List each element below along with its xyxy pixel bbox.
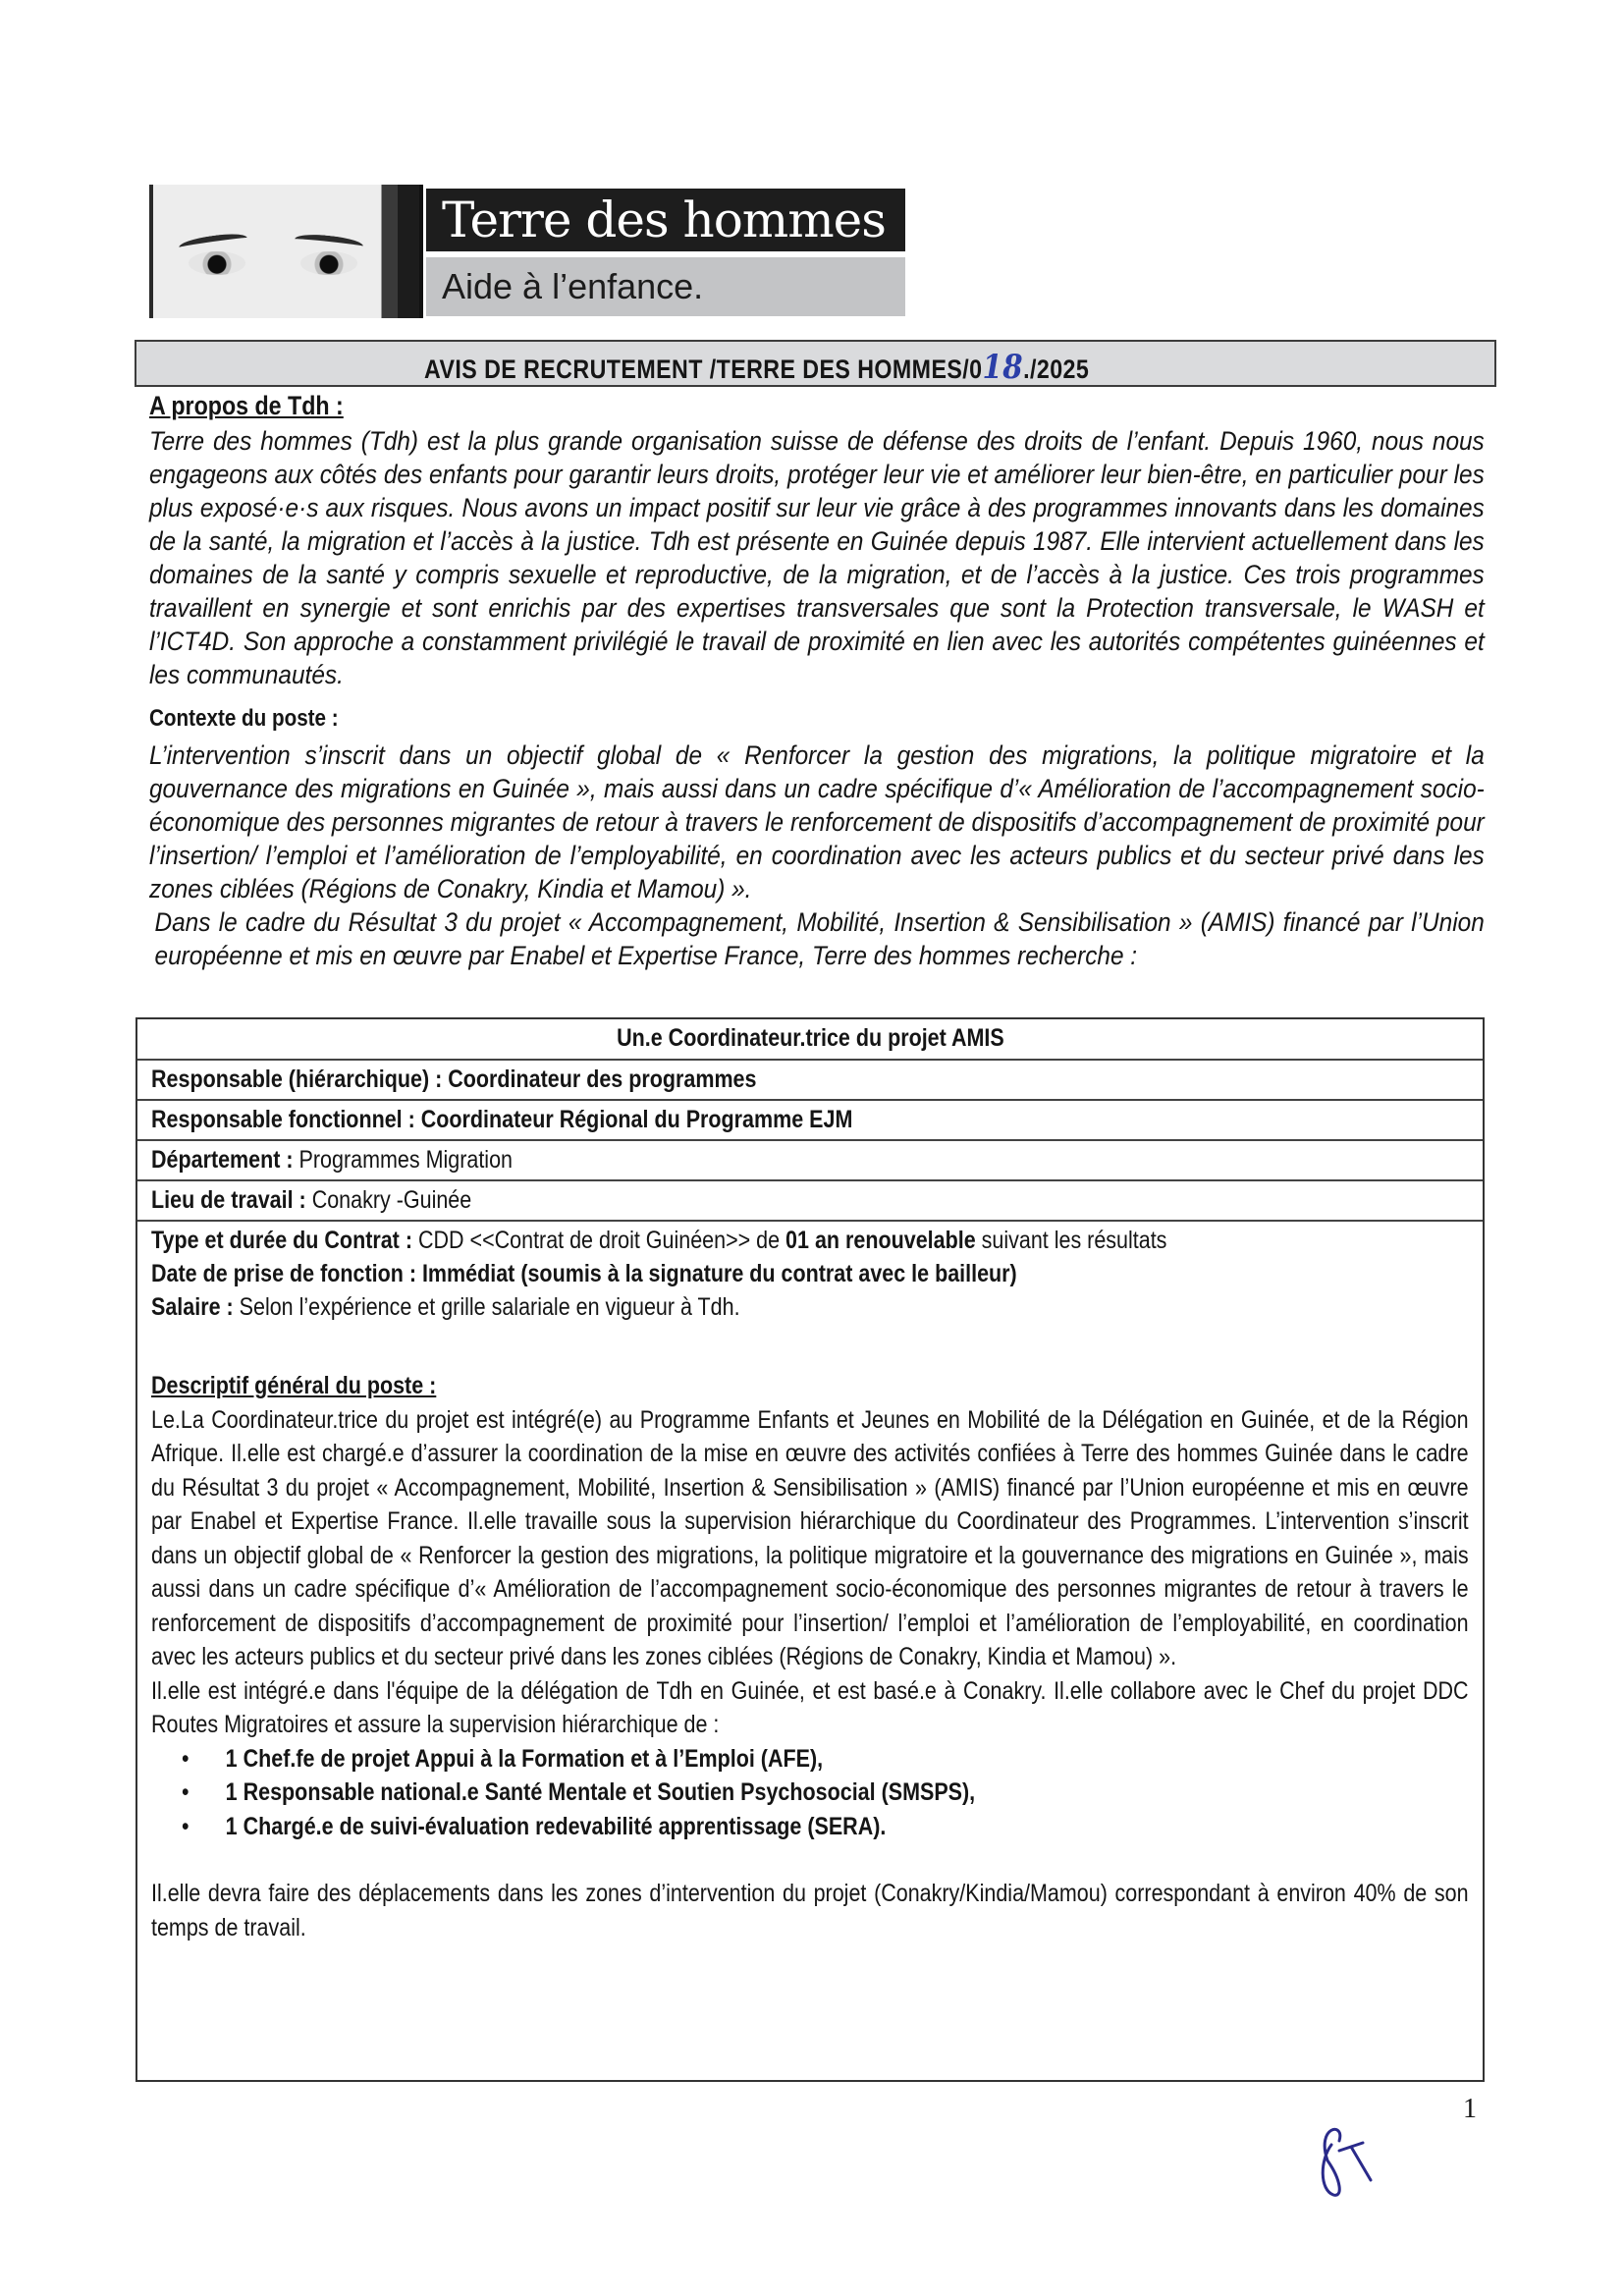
field-value: Programmes Migration	[298, 1146, 513, 1174]
list-item: • 1 Chef.fe de projet Appui à la Formation et à l’Emploi (AFE),	[226, 1742, 1469, 1777]
description-paragraph-3: Il.elle devra faire des déplacements dans les zones d’intervention du projet (Conakry/Kindia/Mamou) correspondant à environ 40% de son temps de travail.	[151, 1880, 1469, 1941]
field-label: Salaire :	[151, 1293, 240, 1321]
row-hierarchical-manager	[137, 1061, 1483, 1101]
about-text	[149, 424, 1485, 691]
logo-title: Terre des hommes	[426, 189, 905, 251]
row-workplace	[137, 1181, 1483, 1222]
job-title: Un.e Coordinateur.trice du projet AMIS	[616, 1024, 1004, 1052]
page-number: 1	[1463, 2094, 1477, 2124]
field-label: Lieu de travail :	[151, 1186, 312, 1214]
child-eyes-photo	[149, 185, 423, 318]
banner-prefix: AVIS DE RECRUTEMENT /TERRE DES HOMMES/0	[424, 355, 983, 384]
eyebrow-shape	[294, 232, 363, 252]
start-date-line	[151, 1259, 1017, 1288]
context-paragraph-2: Dans le cadre du Résultat 3 du projet « Accompagnement, Mobilité, Insertion & Sensibilisation » (AMIS) financé par l’Union européenne et mis en œuvre par Enabel et Expertise France, Terre des hommes recherche :	[154, 907, 1485, 970]
field-label: Type et durée du Contrat :	[151, 1227, 418, 1254]
job-details-box	[135, 1017, 1485, 2082]
list-item: • 1 Chargé.e de suivi-évaluation redevabilité apprentissage (SERA).	[226, 1810, 1469, 1844]
contract-line	[151, 1226, 1166, 1255]
description-paragraph-1: Le.La Coordinateur.trice du projet est intégré(e) au Programme Enfants et Jeunes en Mobilité de la Délégation en Guinée, et de la Région Afrique. Il.elle est chargé.e d’assurer la coordination de la mise en œuvre des activités confiées à Terre des hommes Guinée dans le cadre du Résultat 3 du projet « Accompagnement, Mobilité, Insertion & Sensibilisation » (AMIS) financé par l’Union européenne et mis en œuvre par Enabel et Expertise France. Il.elle travaille sous la supervision hiérarchique du Coordinateur des Programmes. L’intervention s’inscrit dans un objectif global de « Renforcer la gestion des migrations, la politique migratoire et la gouvernance des migrations en Guinée », mais aussi dans un cadre spécifique d’« Amélioration de l’accompagnement socio-économique des personnes migrantes de retour à travers le renforcement de dispositifs d’accompagnement de proximité pour l’insertion/ l’emploi et l’amélioration de l’employabilité, en coordination avec les acteurs publics et du secteur privé dans les zones ciblées (Régions de Conakry, Kindia et Mamou) ».	[151, 1405, 1469, 1670]
field-label: Responsable fonctionnel :	[151, 1106, 421, 1133]
list-item: • 1 Responsable national.e Santé Mentale et Soutien Psychosocial (SMSPS),	[226, 1776, 1469, 1810]
context-paragraph-1: L’intervention s’inscrit dans un objectif global de « Renforcer la gestion des migrations, la politique migratoire et la gouvernance des migrations en Guinée », mais aussi dans un cadre spécifique d’« Amélioration de l’accompagnement socio-économique des personnes migrantes de retour à travers le renforcement de dispositifs d’accompagnement de proximité pour l’insertion/ l’emploi et l’amélioration de l’employabilité, en coordination avec les acteurs publics et du secteur privé dans les zones ciblées (Régions de Conakry, Kindia et Mamou) ».	[149, 740, 1485, 903]
job-title-row	[137, 1019, 1483, 1061]
description-heading: Descriptif général du poste :	[151, 1372, 437, 1399]
context-text	[149, 738, 1485, 972]
eye-shape	[189, 251, 245, 275]
field-value: Coordinateur des programmes	[448, 1066, 757, 1093]
salary-line	[151, 1292, 740, 1322]
field-label: Responsable (hiérarchique) :	[151, 1066, 449, 1093]
about-paragraph: Terre des hommes (Tdh) est la plus grande organisation suisse de défense des droits de l’enfant. Depuis 1960, nous nous engageons aux côtés des enfants pour garantir leurs droits, protéger leur vie et améliorer leur bien-être, en particulier pour les plus exposé·e·s aux risques. Nous avons un impact positif sur leur vie grâce à des programmes innovants dans les domaines de la santé, la migration et l’accès à la justice. Tdh est présente en Guinée depuis 1987. Elle intervient actuellement dans les domaines de la santé y compris sexuelle et reproductive, de la migration, et de l’accès à la justice. Ces trois programmes travaillent en synergie et sont enrichis par des expertises transversales que sont la Protection transversale, le WASH et l’ICT4D. Son approche a constamment privilégié le travail de proximité en lien avec les autorités compétentes guinéennes et les communautés.	[149, 426, 1485, 689]
row-department	[137, 1141, 1483, 1181]
field-value: CDD <<Contrat de droit Guinéen>> de	[417, 1227, 786, 1254]
context-heading: Contexte du poste :	[149, 705, 339, 732]
about-heading: A propos de Tdh :	[149, 391, 344, 420]
field-label: Date de prise de fonction :	[151, 1260, 422, 1287]
tdh-logo	[149, 185, 911, 318]
description-paragraph-2: Il.elle est intégré.e dans l'équipe de la délégation de Tdh en Guinée, et est basé.e à Conakry. Il.elle collabore avec le Chef du projet DDC Routes Migratoires et assure la supervision hiérarchique de :	[151, 1676, 1469, 1738]
supervised-staff-list	[151, 1742, 1469, 1844]
field-label: Département :	[151, 1146, 299, 1174]
banner-title	[424, 348, 1089, 387]
banner-suffix: ./2025	[1023, 355, 1090, 384]
field-value-bold: 01 an renouvelable	[785, 1227, 976, 1254]
field-value: Immédiat (soumis à la signature du contrat avec le bailleur)	[421, 1260, 1017, 1287]
field-value: suivant les résultats	[975, 1227, 1167, 1254]
job-description	[151, 1369, 1469, 1944]
logo-subtitle: Aide à l’enfance.	[426, 257, 905, 316]
field-value: Selon l’expérience et grille salariale en vigueur à Tdh.	[239, 1293, 740, 1321]
field-value: Coordinateur Régional du Programme EJM	[420, 1106, 853, 1133]
handwritten-reference-number: 18	[982, 348, 1024, 387]
row-functional-manager	[137, 1101, 1483, 1141]
eye-shape	[300, 251, 357, 275]
field-value: Conakry -Guinée	[311, 1186, 472, 1214]
recruitment-banner	[135, 340, 1496, 387]
handwritten-initials-icon	[1306, 2121, 1384, 2210]
